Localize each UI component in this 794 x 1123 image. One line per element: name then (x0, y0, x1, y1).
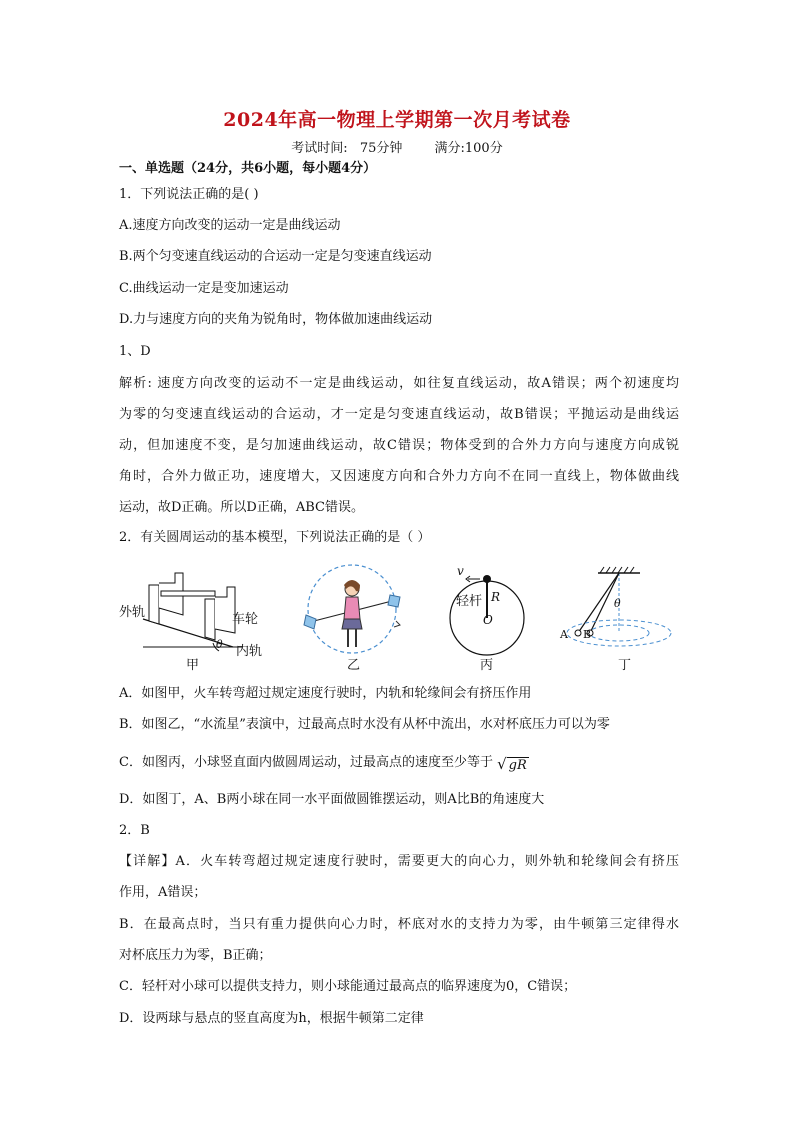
q2-option-b: B．如图乙，“水流星”表演中，过最高点时水没有从杯中流出，水对杯底压力可以为零 (119, 717, 610, 732)
q2-answer: 2．B (119, 823, 150, 838)
label-light-rod: 轻杆 (456, 594, 483, 609)
q2-detail-line: B．在最高点时，当只有重力提供向心力时，杯底对水的支持力为零，由牛顿第三定律得水 (119, 917, 679, 932)
q2-option-c (119, 755, 679, 774)
q1-analysis-line: 角时，合外力做正功，速度增大，又因速度方向和合外力方向不在同一直线上，物体做曲线 (119, 469, 679, 484)
caption-bing: 丙 (480, 658, 494, 673)
q2-detail-line: 作用，A错误； (119, 885, 207, 900)
q1-stem: 1．下列说法正确的是( ) (119, 187, 259, 202)
q2-detail-line: D．设两球与悬点的竖直高度为h，根据牛顿第二定律 (119, 1011, 424, 1026)
q2-stem: 2．有关圆周运动的基本模型，下列说法正确的是（ ） (119, 530, 431, 545)
exam-info (0, 141, 794, 157)
q2-option-d: D．如图丁，A、B两小球在同一水平面做圆锥摆运动，则A比B的角速度大 (119, 792, 545, 807)
figure-yi-water-meteor (298, 563, 410, 655)
section-heading: 一、单选题（24分，共6小题，每小题4分） (119, 161, 377, 176)
label-v: v (457, 564, 464, 578)
label-angle: θ (216, 638, 223, 651)
q1-option-c: C.曲线运动一定是变加速运动 (119, 281, 289, 296)
figure-bing-vertical-circle (440, 563, 534, 657)
q1-analysis-line: 解析: 速度方向改变的运动不一定是曲线运动，如往复直线运动，故A错误；两个初速度均 (119, 376, 679, 391)
label-outer-rail: 外轨 (119, 605, 146, 620)
label-inner-rail: 内轨 (236, 644, 263, 659)
caption-ding: 丁 (618, 658, 632, 673)
label-theta: θ (614, 597, 621, 610)
label-radius: R (491, 590, 501, 604)
q1-option-d: D.力与速度方向的夹角为锐角时，物体做加速曲线运动 (119, 312, 433, 327)
exam-time-label: 考试时间: (291, 141, 348, 156)
label-ball-b: B (583, 628, 592, 641)
q1-analysis-line: 为零的匀变速直线运动的合运动，才一定是匀变速直线运动，故B错误；平抛运动是曲线运 (119, 407, 679, 422)
label-ball-a: A (560, 628, 568, 641)
q1-option-b: B.两个匀变速直线运动的合运动一定是匀变速直线运动 (119, 249, 432, 264)
q1-answer: 1、D (119, 344, 151, 359)
q1-analysis-line: 运动，故D正确。所以D正确，ABC错误。 (119, 500, 364, 515)
q2-option-a: A．如图甲，火车转弯超过规定速度行驶时，内轨和轮缘间会有挤压作用 (119, 686, 532, 701)
q2-detail-line: 对杯底压力为零，B正确； (119, 948, 272, 963)
q2-option-c-text: C．如图丙，小球竖直面内做圆周运动，过最高点的速度至少等于 (119, 755, 493, 770)
q2-detail-line: 【详解】A．火车转弯超过规定速度行驶时，需要更大的向心力，则外轨和轮缘间会有挤压 (119, 854, 679, 869)
caption-jia: 甲 (186, 658, 200, 673)
full-score: 满分:100分 (434, 141, 503, 156)
exam-time-value: 75分钟 (359, 141, 403, 156)
sqrt-gr-body: gR (508, 758, 527, 773)
q2-detail-line: C．轻杆对小球可以提供支持力，则小球能通过最高点的临界速度为0，C错误； (119, 979, 577, 994)
q1-analysis-line: 动，但加速度不变，是匀加速曲线运动，故C错误；物体受到的合外力方向与速度方向成锐 (119, 438, 679, 453)
label-wheel: 车轮 (232, 612, 259, 627)
exam-title: 2024年高一物理上学期第一次月考试卷 (223, 109, 571, 131)
q1-option-a: A.速度方向改变的运动一定是曲线运动 (119, 218, 341, 233)
sqrt-gr: √ gR (497, 755, 527, 773)
label-center: O (483, 613, 493, 627)
caption-yi: 乙 (347, 658, 361, 673)
